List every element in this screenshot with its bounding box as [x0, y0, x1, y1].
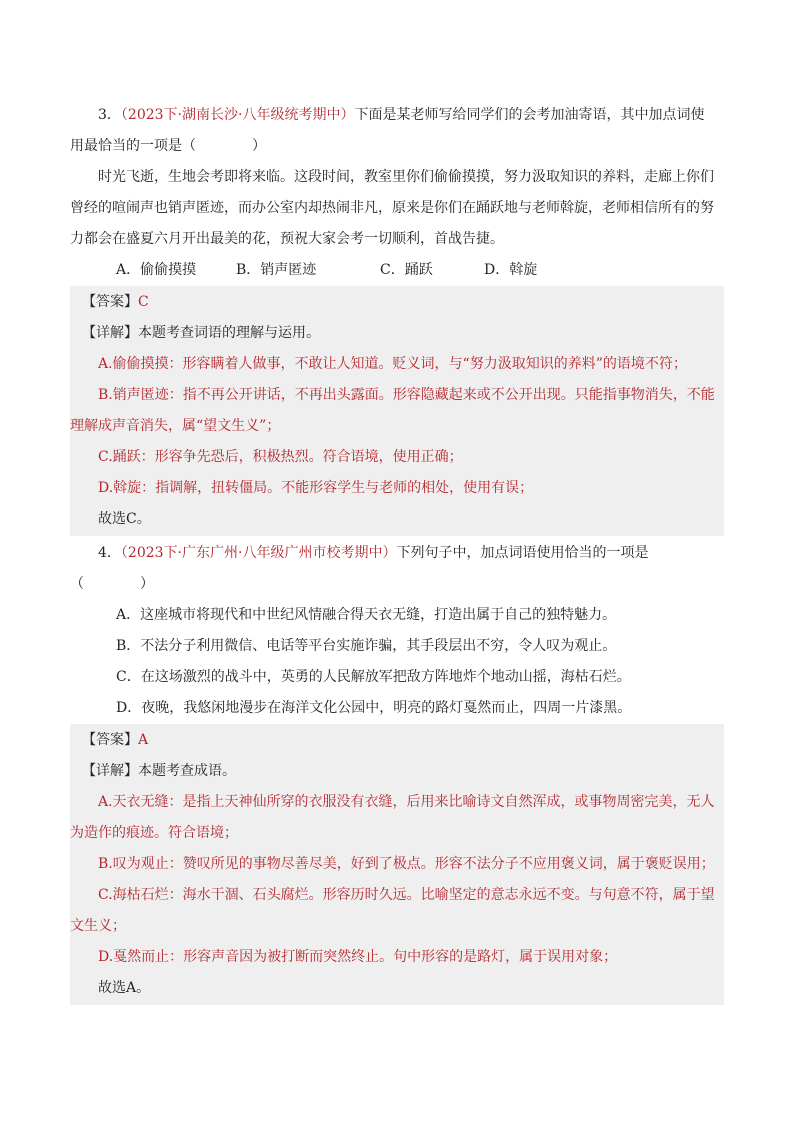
q4-detail-label: 【详解】 [82, 763, 138, 779]
q3-answer-value: C [138, 294, 149, 310]
q3-detail-label: 【详解】 [82, 325, 138, 341]
q3-stem-line-1 [70, 100, 724, 131]
q4-paren-open: （ [70, 576, 84, 592]
q4-detail-a-1: A.天衣无缝：是指上天神仙所穿的衣服没有衣缝，后用来比喻诗文自然浑成，或事物周密完美，无人 [98, 794, 715, 810]
q3-passage-line-1: 时光飞逝，生地会考即将来临。这段时间，教室里你们偷偷摸摸，努力汲取知识的养料，走廊上你们 [98, 169, 714, 185]
q4-answer-value: A [138, 732, 149, 748]
q3-detail-intro: 本题考查词语的理解与运用。 [138, 325, 320, 341]
document-page [70, 100, 724, 1007]
q3-answer-box [70, 286, 724, 536]
q4-detail-c-1: C.海枯石烂：海水干涸、石头腐烂。形容历时久远。比喻坚定的意志永远不变。与句意不符，属于望 [98, 887, 715, 903]
q4-answer-box [70, 724, 724, 1005]
q3-detail-line [70, 318, 724, 349]
q3-source: （2023下·湖南长沙·八年级统考期中） [120, 107, 355, 123]
q4-detail-c-2: 文生义； [70, 918, 126, 934]
q3-option-c: C．踊跃 [380, 262, 433, 278]
q4-conclusion: 故选A。 [98, 980, 151, 996]
q3-detail-a: A.偷偷摸摸：形容瞒着人做事，不敢让人知道。贬义词，与“努力汲取知识的养料”的语境不符； [98, 356, 687, 372]
q4-detail-intro: 本题考查成语。 [138, 763, 236, 779]
q3-stem-close: ） [252, 138, 266, 154]
q4-stem: 下列句子中，加点词语使用恰当的一项是 [396, 545, 649, 561]
q3-stem-a: 下面是某老师写给同学们的会考加油寄语，其中加点词使 [354, 107, 705, 123]
q3-answer-line [70, 287, 724, 318]
q4-paren-close: ） [140, 576, 154, 592]
q4-detail-b: B.叹为观止：赞叹所见的事物尽善尽美，好到了极点。形容不法分子不应用褒义词，属于褒贬误用； [98, 856, 715, 872]
q4-detail-line [70, 756, 724, 787]
question-4 [70, 538, 724, 1005]
q3-conclusion: 故选C。 [98, 511, 151, 527]
q3-option-d: D．斡旋 [484, 262, 538, 278]
q3-stem-b: 用最恰当的一项是（ [70, 138, 196, 154]
q3-answer-label: 【答案】 [82, 294, 138, 310]
q4-option-d: D．夜晚，我悠闲地漫步在海洋文化公园中，明亮的路灯戛然而止，四周一片漆黑。 [116, 700, 632, 716]
q4-options [70, 600, 724, 724]
q3-detail-c: C.踊跃：形容争先恐后，积极热烈。符合语境，使用正确； [98, 449, 463, 465]
q4-number: 4． [98, 545, 121, 561]
q4-option-c: C．在这场激烈的战斗中，英勇的人民解放军把敌方阵地炸个地动山摇，海枯石烂。 [116, 669, 631, 685]
q3-option-a: A．偷偷摸摸 [116, 262, 197, 278]
q3-option-b: B．销声匿迹 [236, 262, 317, 278]
q3-detail-b-1: B.销声匿迹：指不再公开讲话，不再出头露面。形容隐藏起来或不公开出现。只能指事物消失，不能 [98, 387, 715, 403]
q4-detail-d: D.戛然而止：形容声音因为被打断而突然终止。句中形容的是路灯，属于误用对象； [98, 949, 618, 965]
q3-detail-b-2: 理解成声音消失，属“望文生义”； [70, 418, 281, 434]
q4-source: （2023下·广东广州·八年级广州市校考期中） [120, 545, 397, 561]
q4-detail-a-2: 为造作的痕迹。符合语境； [70, 825, 238, 841]
q3-number: 3． [98, 107, 121, 123]
q4-option-b: B．不法分子利用微信、电话等平台实施诈骗，其手段层出不穷，令人叹为观止。 [116, 638, 617, 654]
q3-options [70, 255, 724, 286]
q3-detail-d: D.斡旋：指调解，扭转僵局。不能形容学生与老师的相处，使用有误； [98, 480, 534, 496]
q4-answer-label: 【答案】 [82, 732, 138, 748]
q3-passage-line-3: 力都会在盛夏六月开出最美的花，预祝大家会考一切顺利，首战告捷。 [70, 231, 504, 247]
q4-stem-line-1 [70, 538, 724, 569]
q3-passage-line-2: 曾经的喧闹声也销声匿迹，而办公室内却热闹非凡，原来是你们在踊跃地与老师斡旋，老师相信所有的努 [70, 200, 714, 216]
q4-stem-line-2 [70, 569, 724, 600]
q4-option-a: A．这座城市将现代和中世纪风情融合得天衣无缝，打造出属于自己的独特魅力。 [116, 607, 617, 623]
question-3 [70, 100, 724, 536]
q3-stem-line-2 [70, 131, 724, 162]
q4-answer-line [70, 725, 724, 756]
